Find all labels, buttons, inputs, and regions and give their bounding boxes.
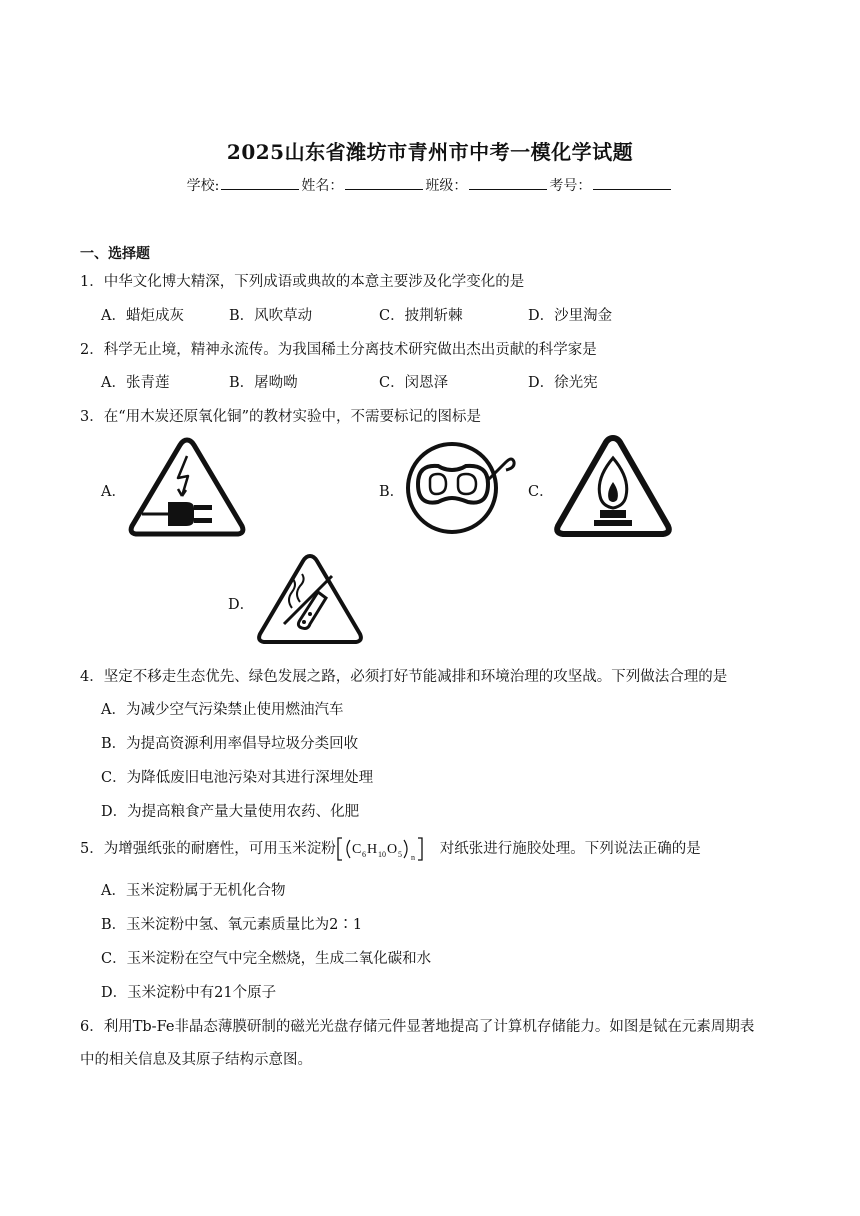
q1-option-b[interactable]: B．风吹草动 bbox=[229, 308, 313, 324]
goggles-icon bbox=[406, 440, 518, 536]
svg-text:C: C bbox=[351, 842, 362, 857]
question-6-stem-line-1: 6．利用Tb-Fe非晶态薄膜研制的磁光光盘存储元件显著地提高了计算机存储能力。如图是铽在元素周期表 bbox=[80, 1019, 755, 1035]
q1-option-c[interactable]: C．披荆斩棘 bbox=[379, 308, 463, 324]
question-2-stem: 2．科学无止境，精神永流传。为我国稀土分离技术研究做出杰出贡献的科学家是 bbox=[80, 342, 597, 358]
electric-plug-warning-icon bbox=[128, 436, 246, 538]
q4-option-a[interactable]: A．为减少空气污染禁止使用燃油汽车 bbox=[101, 702, 344, 718]
question-5-stem bbox=[80, 836, 701, 862]
svg-text:6: 6 bbox=[361, 850, 366, 859]
question-3-stem: 3．在“用木炭还原氧化铜”的教材实验中，不需要标记的图标是 bbox=[80, 409, 482, 425]
q2-option-d[interactable]: D．徐光宪 bbox=[528, 375, 598, 391]
svg-text:n: n bbox=[410, 853, 415, 862]
q4-option-b[interactable]: B．为提高资源利用率倡导垃圾分类回收 bbox=[101, 736, 359, 752]
name-label: 姓名： bbox=[301, 178, 344, 194]
question-4-stem: 4．坚定不移走生态优先、绿色发展之路，必须打好节能减排和环境治理的攻坚战。下列做法合理的是 bbox=[80, 669, 728, 685]
q1-option-a[interactable]: A．蜡炬成灰 bbox=[101, 308, 184, 324]
q1-option-d[interactable]: D．沙里淘金 bbox=[528, 308, 613, 324]
starch-formula bbox=[336, 836, 440, 862]
q5-option-a[interactable]: A．玉米淀粉属于无机化合物 bbox=[101, 883, 286, 899]
q3-option-b[interactable]: B． bbox=[379, 484, 405, 500]
q5-option-c[interactable]: C．玉米淀粉在空气中完全燃烧，生成二氧化碳和水 bbox=[101, 951, 432, 967]
section-title: 一、选择题 bbox=[80, 246, 150, 262]
class-blank[interactable] bbox=[469, 177, 547, 190]
q5-option-b[interactable]: B．玉米淀粉中氢、氧元素质量比为2∶1 bbox=[101, 917, 363, 933]
page-title: 2025山东省潍坊市青州市中考一模化学试题 bbox=[226, 140, 634, 164]
svg-text:O: O bbox=[386, 842, 397, 857]
q3-option-a[interactable]: A． bbox=[101, 484, 126, 500]
class-label: 班级： bbox=[425, 178, 468, 194]
q4-option-c[interactable]: C．为降低废旧电池污染对其进行深埋处理 bbox=[101, 770, 374, 786]
q4-option-d[interactable]: D．为提高粮食产量大量使用农药、化肥 bbox=[101, 804, 360, 820]
q5-text-after: 对纸张进行施胶处理。下列说法正确的是 bbox=[439, 841, 701, 857]
q3-option-d[interactable]: D． bbox=[228, 597, 255, 613]
name-blank[interactable] bbox=[345, 177, 423, 190]
question-1-stem: 1．中华文化博大精深，下列成语或典故的本意主要涉及化学变化的是 bbox=[80, 274, 525, 290]
q5-option-d[interactable]: D．玉米淀粉中有21个原子 bbox=[101, 985, 277, 1001]
school-blank[interactable] bbox=[221, 177, 299, 190]
student-info-line bbox=[0, 175, 860, 195]
hot-test-tube-warning-icon bbox=[256, 552, 364, 646]
question-6-stem-line-2: 中的相关信息及其原子结构示意图。 bbox=[80, 1052, 312, 1068]
svg-text:5: 5 bbox=[397, 850, 402, 859]
flame-warning-icon bbox=[554, 434, 672, 538]
q2-option-b[interactable]: B．屠呦呦 bbox=[229, 375, 298, 391]
exam-no-blank[interactable] bbox=[593, 177, 671, 190]
q5-text-before: 5．为增强纸张的耐磨性，可用玉米淀粉 bbox=[80, 841, 336, 857]
svg-text:10: 10 bbox=[377, 850, 386, 859]
q3-option-c[interactable]: C． bbox=[528, 484, 554, 500]
exam-no-label: 考号： bbox=[549, 178, 592, 194]
svg-text:H: H bbox=[366, 842, 377, 857]
school-label: 学校: bbox=[186, 178, 220, 194]
q2-option-c[interactable]: C．闵恩泽 bbox=[379, 375, 449, 391]
q2-option-a[interactable]: A．张青莲 bbox=[101, 375, 170, 391]
starch-formula-graphic bbox=[336, 836, 440, 862]
